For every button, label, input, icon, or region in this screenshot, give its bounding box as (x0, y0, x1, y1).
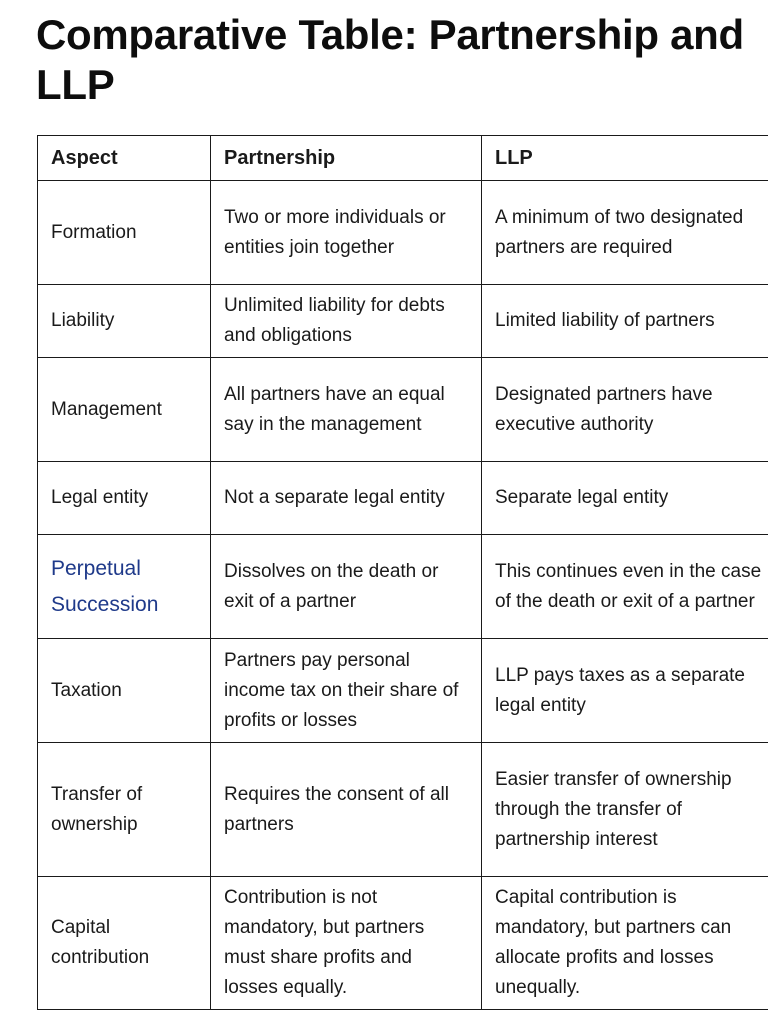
cell-llp: Limited liability of partners (482, 285, 768, 358)
comparison-table-wrapper (37, 135, 768, 1010)
table-row (38, 743, 768, 877)
page-title: Comparative Table: Partnership and LLP (36, 11, 744, 108)
cell-partnership: Contribution is not mandatory, but partners must share profits and losses equally. (211, 877, 482, 1010)
table-header-row (38, 136, 768, 181)
cell-aspect: Liability (38, 285, 211, 358)
cell-llp: A minimum of two designated partners are required (482, 181, 768, 285)
table-row (38, 877, 768, 1010)
cell-partnership: Partners pay personal income tax on their share of profits or losses (211, 639, 482, 743)
cell-partnership: Dissolves on the death or exit of a partner (211, 535, 482, 639)
cell-partnership: Not a separate legal entity (211, 462, 482, 535)
cell-aspect: Transfer of ownership (38, 743, 211, 877)
cell-aspect: Formation (38, 181, 211, 285)
header-partnership: Partnership (211, 136, 482, 181)
cell-llp: Capital contribution is mandatory, but partners can allocate profits and losses unequally. (482, 877, 768, 1010)
cell-partnership: All partners have an equal say in the management (211, 358, 482, 462)
cell-aspect: Taxation (38, 639, 211, 743)
cell-aspect-link[interactable] (38, 535, 211, 639)
cell-llp: This continues even in the case of the death or exit of a partner (482, 535, 768, 639)
cell-partnership: Unlimited liability for debts and obligations (211, 285, 482, 358)
cell-llp: LLP pays taxes as a separate legal entity (482, 639, 768, 743)
cell-aspect: Capital contribution (38, 877, 211, 1010)
cell-llp: Designated partners have executive authority (482, 358, 768, 462)
table-row (38, 639, 768, 743)
comparison-table (37, 135, 768, 1010)
table-row (38, 462, 768, 535)
table-row (38, 181, 768, 285)
header-llp: LLP (482, 136, 768, 181)
cell-aspect: Management (38, 358, 211, 462)
cell-partnership: Two or more individuals or entities join together (211, 181, 482, 285)
table-row (38, 358, 768, 462)
header-aspect: Aspect (38, 136, 211, 181)
cell-llp: Easier transfer of ownership through the transfer of partnership interest (482, 743, 768, 877)
table-row (38, 285, 768, 358)
table-row (38, 535, 768, 639)
perpetual-succession-link[interactable]: Perpetual Succession (51, 556, 159, 616)
cell-partnership: Requires the consent of all partners (211, 743, 482, 877)
cell-aspect: Legal entity (38, 462, 211, 535)
cell-llp: Separate legal entity (482, 462, 768, 535)
